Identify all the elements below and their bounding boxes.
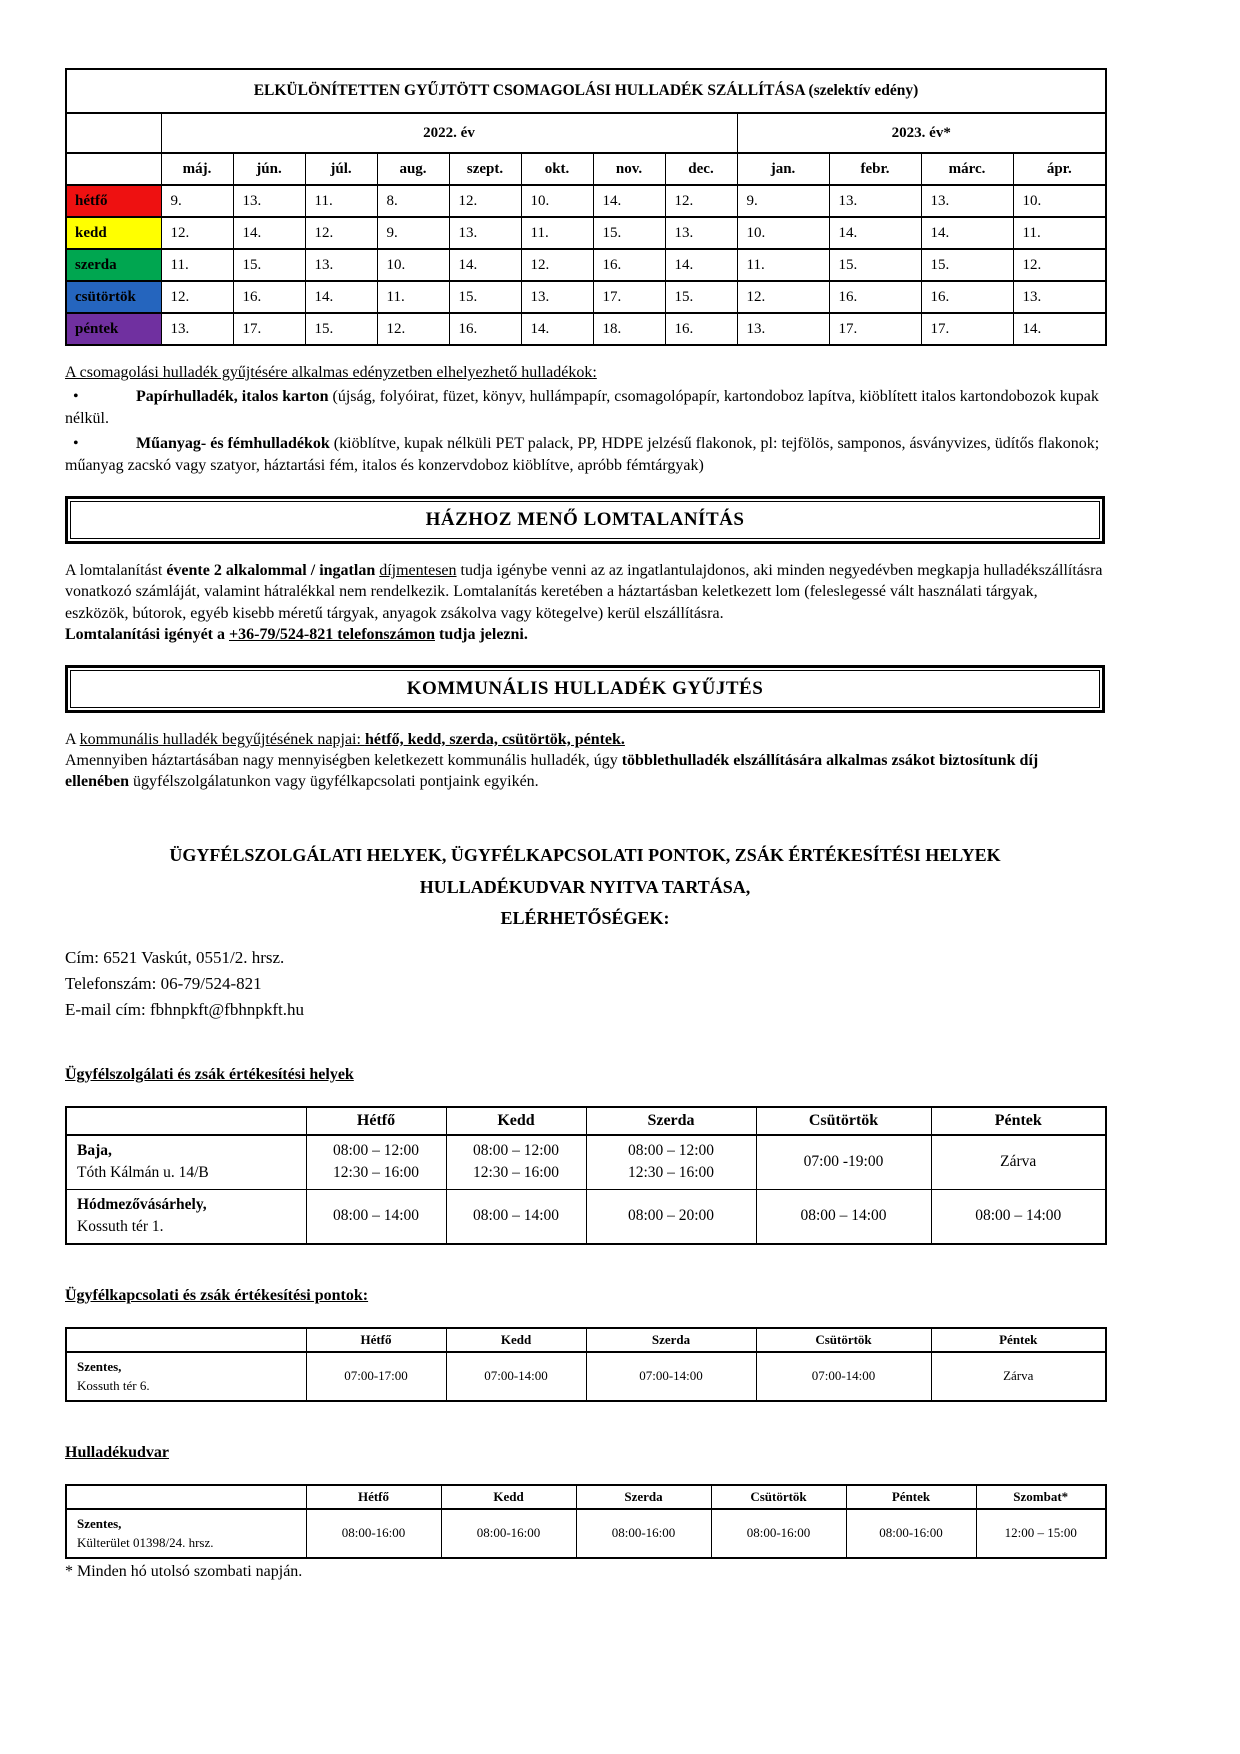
schedule-cell: 9. <box>737 185 829 217</box>
day-label: péntek <box>66 313 161 345</box>
schedule-cell: 15. <box>305 313 377 345</box>
column-header: Szerda <box>586 1328 756 1352</box>
lomtalanitas-section-box <box>65 496 1105 544</box>
month-header: okt. <box>521 153 593 185</box>
schedule-cell: 16. <box>449 313 521 345</box>
service-points-table <box>65 1106 1107 1245</box>
contact-details <box>65 945 1105 1024</box>
column-header: Péntek <box>931 1107 1106 1135</box>
schedule-cell: 15. <box>665 281 737 313</box>
hours-row <box>66 1135 1106 1189</box>
schedule-cell: 17. <box>921 313 1013 345</box>
opening-hours-cell <box>586 1352 756 1401</box>
bullet-plastic-metal-waste: • Műanyag- és fémhulladékok (kiöblítve, kupak nélküli PET palack, PP, HDPE jelzésű flakonok, pl: tejfölös, samponos, ásványvizes, üdítős flakonok; műanyag zacskó vagy szatyor, háztartási fém, italos és konzervdoboz kiöblítve, apróbb fémtárgyak) <box>65 435 1100 474</box>
schedule-cell: 13. <box>665 217 737 249</box>
schedule-cell: 12. <box>521 249 593 281</box>
column-header: Kedd <box>446 1107 586 1135</box>
opening-hours-line: 08:00-16:00 <box>611 1525 676 1541</box>
schedule-cell: 12. <box>665 185 737 217</box>
text-segment: díjmentesen <box>379 562 457 580</box>
schedule-cell: 11. <box>521 217 593 249</box>
month-header: dec. <box>665 153 737 185</box>
column-header: Hétfő <box>306 1328 446 1352</box>
contact-points-heading: Ügyfélkapcsolati és zsák értékesítési pontok: <box>65 1286 369 1304</box>
location-cell <box>66 1189 306 1243</box>
schedule-cell: 16. <box>665 313 737 345</box>
text-segment: Lomtalanítási igényét a <box>65 625 229 643</box>
heading-line-2: HULLADÉKUDVAR NYITVA TARTÁSA, <box>419 876 751 897</box>
schedule-cell: 13. <box>1013 281 1106 313</box>
opening-hours-line: 07:00-17:00 <box>344 1368 408 1384</box>
month-header: ápr. <box>1013 153 1106 185</box>
opening-hours-line: 08:00 – 12:00 <box>472 1141 560 1159</box>
schedule-cell: 11. <box>1013 217 1106 249</box>
schedule-cell: 16. <box>921 281 1013 313</box>
text-segment: többlethulladék elszállítására alkalmas zsákot biztosítunk díj ellenében <box>65 751 1039 791</box>
contact-address: Cím: 6521 Vaskút, 0551/2. hrsz. <box>65 947 285 967</box>
opening-hours-cell <box>446 1352 586 1401</box>
text-segment: A <box>65 730 80 748</box>
schedule-row <box>66 185 1106 217</box>
month-header: febr. <box>829 153 921 185</box>
year-2022-header: 2022. év <box>161 113 737 153</box>
opening-hours-line: Zárva <box>1000 1152 1037 1170</box>
schedule-cell: 13. <box>233 185 305 217</box>
opening-hours-cell <box>976 1509 1106 1558</box>
opening-hours-line: 12:30 – 16:00 <box>627 1164 715 1182</box>
opening-hours-line: Zárva <box>1003 1368 1034 1384</box>
opening-hours-cell <box>576 1509 711 1558</box>
location-address: Kossuth tér 1. <box>77 1218 164 1236</box>
schedule-cell: 15. <box>233 249 305 281</box>
opening-hours-cell <box>306 1135 446 1189</box>
opening-hours-line: 07:00-14:00 <box>639 1368 703 1384</box>
schedule-cell: 14. <box>593 185 665 217</box>
opening-hours-line: 08:00-16:00 <box>341 1525 406 1541</box>
opening-hours-line: 08:00-16:00 <box>746 1525 811 1541</box>
column-header: Csütörtök <box>711 1485 846 1509</box>
schedule-cell: 10. <box>377 249 449 281</box>
day-label: szerda <box>66 249 161 281</box>
schedule-cell: 9. <box>161 185 233 217</box>
opening-hours-line: 12:30 – 16:00 <box>332 1164 420 1182</box>
schedule-row <box>66 217 1106 249</box>
schedule-row <box>66 281 1106 313</box>
container-note-heading: A csomagolási hulladék gyűjtésére alkalmas edényzetben elhelyezhető hulladékok: <box>65 364 597 381</box>
schedule-cell: 13. <box>521 281 593 313</box>
location-name: Szentes, <box>77 1515 122 1531</box>
opening-hours-cell <box>446 1189 586 1243</box>
month-header: szept. <box>449 153 521 185</box>
day-label: hétfő <box>66 185 161 217</box>
opening-hours-cell <box>306 1189 446 1243</box>
text-segment: hétfő, kedd, szerda, csütörtök, péntek. <box>364 730 625 748</box>
schedule-cell: 12. <box>737 281 829 313</box>
year-2023-header: 2023. év* <box>737 113 1106 153</box>
waste-yard-heading: Hulladékudvar <box>65 1443 170 1461</box>
schedule-cell: 16. <box>233 281 305 313</box>
schedule-cell: 13. <box>305 249 377 281</box>
text-segment: Amennyiben háztartásában nagy mennyiségben keletkezett kommunális hulladék, úgy <box>65 751 622 769</box>
opening-hours-line: 08:00 – 14:00 <box>332 1206 420 1224</box>
location-name: Szentes, <box>77 1358 122 1374</box>
column-header: Szerda <box>586 1107 756 1135</box>
location-address: Tóth Kálmán u. 14/B <box>77 1164 209 1182</box>
schedule-cell: 15. <box>593 217 665 249</box>
column-header: Hétfő <box>306 1485 441 1509</box>
month-header: nov. <box>593 153 665 185</box>
schedule-row <box>66 249 1106 281</box>
opening-hours-cell <box>756 1352 931 1401</box>
schedule-cell: 16. <box>593 249 665 281</box>
schedule-cell: 11. <box>737 249 829 281</box>
schedule-cell: 15. <box>449 281 521 313</box>
opening-hours-cell <box>586 1135 756 1189</box>
lomtalanitas-section-title: HÁZHOZ MENŐ LOMTALANÍTÁS <box>70 501 1100 539</box>
hours-row <box>66 1352 1106 1401</box>
schedule-cell: 14. <box>921 217 1013 249</box>
opening-hours-cell <box>931 1189 1106 1243</box>
day-label: kedd <box>66 217 161 249</box>
location-address: Külterület 01398/24. hrsz. <box>77 1535 214 1551</box>
schedule-cell: 16. <box>829 281 921 313</box>
schedule-cell: 14. <box>305 281 377 313</box>
month-header: márc. <box>921 153 1013 185</box>
text-segment: tudja igénybe venni az az ingatlantulajdonos, aki minden negyedévben megkapja hulladékszállításra vonatkozó számláját, valamint hátralékkal nem rendelkezik. Lomtalanítás keretében a háztartásban keletkezett lom (feleslegessé vált használati tárgyak, eszközök, bútorok, egyéb kisebb méretű tárgyak, anyagok zsákolva vagy kötegelve) kerül elszállításra. <box>65 562 1103 622</box>
column-header: Szombat* <box>976 1485 1106 1509</box>
schedule-cell: 11. <box>377 281 449 313</box>
schedule-month-row <box>66 153 1106 185</box>
location-address: Kossuth tér 6. <box>77 1378 150 1394</box>
opening-hours-cell <box>931 1352 1106 1401</box>
heading-line-1: ÜGYFÉLSZOLGÁLATI HELYEK, ÜGYFÉLKAPCSOLATI PONTOK, ZSÁK ÉRTÉKESÍTÉSI HELYEK <box>169 845 1001 866</box>
blank-cell <box>66 153 161 185</box>
schedule-cell: 14. <box>233 217 305 249</box>
heading-line-3: ELÉRHETŐSÉGEK: <box>500 908 670 929</box>
opening-hours-line: 08:00 – 12:00 <box>627 1141 715 1159</box>
column-header: Kedd <box>441 1485 576 1509</box>
location-cell <box>66 1509 306 1558</box>
kommunalis-days-line <box>65 729 1105 750</box>
opening-hours-line: 12:30 – 16:00 <box>472 1164 560 1182</box>
column-header: Csütörtök <box>756 1107 931 1135</box>
opening-hours-cell <box>446 1135 586 1189</box>
opening-hours-line: 08:00 – 20:00 <box>627 1206 715 1224</box>
schedule-cell: 13. <box>829 185 921 217</box>
month-header: máj. <box>161 153 233 185</box>
hours-row <box>66 1509 1106 1558</box>
bullet-paper-waste: • Papírhulladék, italos karton (újság, folyóirat, füzet, könyv, hullámpapír, csomagolópapír, kartondoboz lapítva, kiöblített italos kartondobozok kupak nélkül. <box>65 388 1099 427</box>
schedule-cell: 17. <box>593 281 665 313</box>
schedule-cell: 15. <box>921 249 1013 281</box>
column-header <box>66 1485 306 1509</box>
hours-header-row <box>66 1328 1106 1352</box>
schedule-cell: 12. <box>161 217 233 249</box>
bullet-icon: • <box>73 435 79 453</box>
month-header: jan. <box>737 153 829 185</box>
schedule-title: ELKÜLÖNÍTETTEN GYŰJTÖTT CSOMAGOLÁSI HULLADÉK SZÁLLÍTÁSA (szelektív edény) <box>66 69 1106 113</box>
schedule-cell: 10. <box>1013 185 1106 217</box>
opening-hours-line: 08:00 – 14:00 <box>800 1206 887 1224</box>
schedule-cell: 14. <box>829 217 921 249</box>
hours-header-row <box>66 1485 1106 1509</box>
schedule-cell: 13. <box>921 185 1013 217</box>
schedule-title-row <box>66 69 1106 113</box>
text-segment: kommunális hulladék begyűjtésének napjai: <box>79 730 365 748</box>
text-segment: ügyfélszolgálatunkon vagy ügyfélkapcsolati pontjaink egyikén. <box>129 773 539 791</box>
schedule-cell: 14. <box>449 249 521 281</box>
column-header: Szerda <box>576 1485 711 1509</box>
schedule-cell: 12. <box>161 281 233 313</box>
text-segment: +36-79/524-821 telefonszámon <box>229 625 435 643</box>
opening-hours-cell <box>711 1509 846 1558</box>
schedule-cell: 13. <box>449 217 521 249</box>
location-cell <box>66 1135 306 1189</box>
blank-cell <box>66 113 161 153</box>
schedule-cell: 14. <box>1013 313 1106 345</box>
contact-points-table <box>65 1327 1107 1402</box>
schedule-cell: 14. <box>665 249 737 281</box>
schedule-cell: 15. <box>829 249 921 281</box>
column-header: Hétfő <box>306 1107 446 1135</box>
contact-main-heading <box>65 840 1105 935</box>
opening-hours-line: 07:00 -19:00 <box>803 1152 884 1170</box>
kommunalis-section-box <box>65 665 1105 713</box>
opening-hours-line: 12:00 – 15:00 <box>1004 1525 1077 1541</box>
text-segment: tudja jelezni. <box>434 625 528 643</box>
opening-hours-line: 08:00 – 14:00 <box>975 1206 1062 1224</box>
schedule-cell: 12. <box>305 217 377 249</box>
schedule-cell: 11. <box>305 185 377 217</box>
schedule-cell: 17. <box>233 313 305 345</box>
schedule-cell: 11. <box>161 249 233 281</box>
month-header: aug. <box>377 153 449 185</box>
opening-hours-line: 07:00-14:00 <box>484 1368 548 1384</box>
opening-hours-line: 08:00-16:00 <box>879 1525 943 1541</box>
contact-phone: Telefonszám: 06-79/524-821 <box>65 973 262 993</box>
column-header <box>66 1107 306 1135</box>
opening-hours-cell <box>306 1352 446 1401</box>
selective-schedule-table <box>65 68 1107 346</box>
schedule-cell: 12. <box>449 185 521 217</box>
schedule-cell: 12. <box>1013 249 1106 281</box>
schedule-cell: 14. <box>521 313 593 345</box>
schedule-year-row <box>66 113 1106 153</box>
hours-header-row <box>66 1107 1106 1135</box>
hours-row <box>66 1189 1106 1243</box>
text-segment: évente 2 alkalommal / ingatlan <box>166 562 380 580</box>
schedule-cell: 17. <box>829 313 921 345</box>
month-header: júl. <box>305 153 377 185</box>
opening-hours-line: 08:00 – 12:00 <box>332 1141 420 1159</box>
schedule-row <box>66 313 1106 345</box>
schedule-cell: 18. <box>593 313 665 345</box>
column-header: Péntek <box>846 1485 976 1509</box>
service-points-heading: Ügyfélszolgálati és zsák értékesítési helyek <box>65 1065 354 1083</box>
saturday-footnote: * Minden hó utolsó szombati napján. <box>65 1562 303 1580</box>
bullet-icon: • <box>73 388 79 405</box>
opening-hours-line: 08:00 – 14:00 <box>472 1206 560 1224</box>
kommunalis-section-title: KOMMUNÁLIS HULLADÉK GYŰJTÉS <box>70 670 1100 708</box>
opening-hours-cell <box>306 1509 441 1558</box>
location-name: Baja, <box>77 1141 112 1159</box>
opening-hours-cell <box>586 1189 756 1243</box>
location-name: Hódmezővásárhely, <box>77 1195 207 1213</box>
schedule-cell: 8. <box>377 185 449 217</box>
day-label: csütörtök <box>66 281 161 313</box>
column-header: Kedd <box>446 1328 586 1352</box>
column-header: Csütörtök <box>756 1328 931 1352</box>
opening-hours-cell <box>846 1509 976 1558</box>
location-cell <box>66 1352 306 1401</box>
schedule-cell: 10. <box>737 217 829 249</box>
lomtalanitas-paragraph <box>65 560 1105 623</box>
opening-hours-line: 08:00-16:00 <box>476 1525 541 1541</box>
opening-hours-line: 07:00-14:00 <box>811 1368 876 1384</box>
opening-hours-cell <box>441 1509 576 1558</box>
column-header <box>66 1328 306 1352</box>
column-header: Péntek <box>931 1328 1106 1352</box>
schedule-cell: 13. <box>161 313 233 345</box>
schedule-cell: 9. <box>377 217 449 249</box>
schedule-cell: 13. <box>737 313 829 345</box>
kommunalis-extra-bag-paragraph <box>65 750 1105 792</box>
lomtalanitas-phone-line <box>65 624 1105 645</box>
month-header: jún. <box>233 153 305 185</box>
schedule-cell: 12. <box>377 313 449 345</box>
opening-hours-cell <box>756 1189 931 1243</box>
opening-hours-cell <box>931 1135 1106 1189</box>
waste-yard-table <box>65 1484 1107 1559</box>
schedule-cell: 10. <box>521 185 593 217</box>
contact-email: E-mail cím: fbhnpkft@fbhnpkft.hu <box>65 1000 304 1020</box>
opening-hours-cell <box>756 1135 931 1189</box>
text-segment: A lomtalanítást <box>65 562 167 580</box>
